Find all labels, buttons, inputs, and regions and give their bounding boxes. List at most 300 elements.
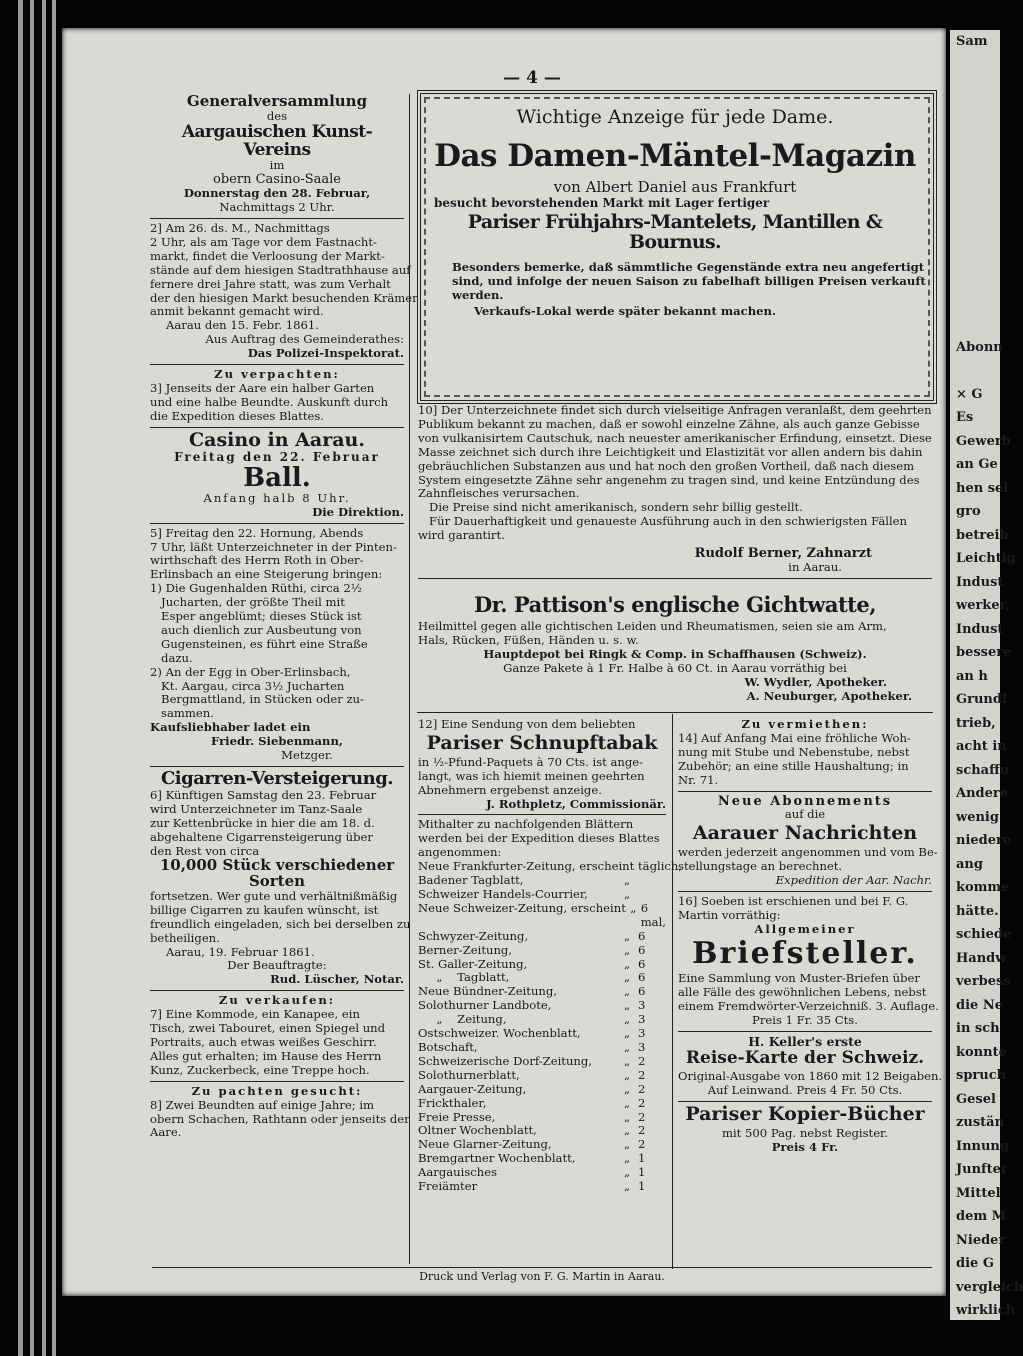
steigerung-text (150, 527, 404, 722)
next-page-fragment: Innung (956, 1138, 1009, 1154)
next-page-fragment: gro (956, 504, 981, 519)
frequency: 1 (638, 1179, 646, 1194)
list-item (418, 1166, 666, 1180)
next-page-fragment: Indust (956, 621, 1004, 637)
newspaper-name: Solothurnerblatt, (418, 1067, 520, 1082)
ditto-mark: „ (623, 1151, 630, 1166)
next-page-fragment: betreib (956, 527, 1009, 543)
text-line: 6] Künftigen Samstag den 23. Februar (150, 787, 377, 802)
imprint: Druck und Verlag von F. G. Martin in Aarau. (419, 1270, 665, 1283)
kunstverein-title: Generalversammlung (186, 92, 368, 110)
text-line: Auf Leinwand. Preis 4 Fr. 50 Cts. (707, 1083, 903, 1098)
page-edge-stripe (42, 0, 46, 1356)
next-page-fragment: die G (956, 1256, 994, 1271)
divider (150, 427, 404, 428)
text-line: Kt. Aargau, circa 3½ Jucharten (150, 678, 345, 693)
briefsteller-text-2 (678, 970, 939, 1014)
frequency: 3 (638, 1012, 646, 1027)
reisekarte-title: Reise-Karte der Schweiz. (685, 1048, 925, 1069)
divider (150, 766, 404, 767)
next-page-fragment: ang (956, 856, 983, 872)
text-line: dazu. (150, 650, 193, 665)
ad-cigarren (150, 768, 411, 987)
divider (417, 712, 933, 713)
next-page-fragment (950, 242, 1000, 266)
frequency: 2 (638, 1123, 646, 1138)
ad-reisekarte (678, 1033, 943, 1099)
newspaper-name: Berner-Zeitung, (418, 942, 513, 957)
left-column (150, 92, 418, 1140)
next-page-fragment: Handw (956, 950, 1007, 966)
text-line: 2 Uhr, als am Tage vor dem Fastnacht- (150, 234, 377, 249)
divider (678, 1031, 932, 1032)
abonnements-sign: Expedition der Aar. Nachr. (775, 872, 932, 887)
frequency: 1 (638, 1151, 646, 1166)
text-line: 10] Der Unterzeichnete findet sich durch vielseitige Anfragen veranlaßt, dem geehrten (418, 403, 932, 417)
ad-pachten (150, 1083, 410, 1141)
next-page-fragment: Grundl (956, 692, 1007, 707)
text-line: wird garantirt. (418, 528, 505, 543)
ditto-mark: „ (623, 956, 630, 971)
ditto-mark: „ (623, 984, 630, 999)
text-line: Besonders bemerke, daß sämmtliche Gegenstände extra neu angefertigt (452, 260, 925, 275)
steigerung-invite: Kaufsliebhaber ladet ein (150, 720, 311, 735)
ad-abonnements (678, 793, 938, 888)
text-line: werden jederzeit angenommen und vom Be- (678, 845, 938, 860)
pattison-text (418, 620, 932, 648)
next-page-fragment: dem M (956, 1209, 1007, 1224)
next-page-fragment (950, 124, 1000, 148)
next-page-fragment: Junfter (956, 1162, 1008, 1177)
text-line: fernere drei Jahre statt, was zum Verhalt (150, 276, 391, 291)
ditto-mark: „ (623, 1067, 630, 1082)
ad-verkaufen (150, 994, 404, 1077)
divider (150, 1081, 404, 1082)
verpachten-heading: Zu verpachten: (214, 367, 340, 382)
ditto-mark: „ (623, 887, 630, 901)
next-page-fragment: acht in (956, 739, 1007, 754)
text-line: zur Kettenbrücke in hier die am 18. d. (150, 815, 375, 830)
text-line: wirthschaft des Herrn Roth in Ober- (150, 553, 364, 568)
newspaper-name: Schwyzer-Zeitung, (418, 928, 529, 943)
list-item (418, 1069, 666, 1083)
kunstverein-date: Donnerstag den 28. Februar, (183, 186, 371, 201)
newspaper-name: St. Galler-Zeitung, (418, 956, 528, 971)
pattison-seller-1: W. Wydler, Apotheker. (744, 674, 887, 689)
next-page-fragment: Abonn (956, 339, 1003, 355)
next-page-fragment: schaffu (956, 762, 1010, 778)
text-line: wird Unterzeichneter im Tanz-Saale (150, 801, 363, 816)
cigarren-sign: Rud. Lüscher, Notar. (270, 972, 404, 987)
text-line: die Expedition dieses Blattes. (150, 408, 324, 423)
column-rule (672, 714, 673, 1269)
damen-kicker: Wichtige Anzeige für jede Dame. (516, 106, 834, 128)
kopier-text (678, 1127, 932, 1141)
briefsteller-title: Briefsteller. (692, 936, 918, 972)
pattison-title: Dr. Pattison's englische Gichtwatte, (473, 592, 877, 617)
ditto-mark: „ (623, 1123, 630, 1138)
divider (418, 814, 666, 815)
casino-date: Freitag den 22. Februar (174, 449, 380, 464)
list-item (418, 1013, 666, 1027)
text-line: Erlinsbach an eine Steigerung bringen: (150, 567, 383, 582)
frequency (638, 888, 666, 902)
ditto-mark: „ (630, 900, 637, 915)
zahnarzt-text (418, 404, 932, 543)
text-line: Für Dauerhaftigkeit und genaueste Ausführung auch in den schwierigsten Fällen (418, 514, 907, 529)
next-page-fragment (950, 359, 1000, 383)
frequency: 3 (638, 1026, 646, 1041)
newspaper-name: Freiämter (418, 1179, 478, 1194)
list-item (418, 985, 666, 999)
list-item (418, 971, 666, 985)
next-page-fragment: an Ge (956, 457, 998, 472)
casino-title: Casino in Aarau. (189, 428, 365, 451)
next-page-fragment: zustän (956, 1115, 1005, 1130)
text-line: fortsetzen. Wer gute und verhältnißmäßig (150, 888, 398, 903)
text-line: Abnehmern ergebenst anzeige. (418, 782, 602, 797)
text-line: werden bei der Expedition dieses Blattes (418, 831, 660, 846)
schnupf-text (418, 756, 666, 798)
ditto-mark: „ (623, 1081, 630, 1096)
divider (150, 990, 404, 991)
next-page-fragment (950, 195, 1000, 219)
kunstverein-im: im (269, 158, 285, 173)
pattison-price: Ganze Pakete à 1 Fr. Halbe à 60 Ct. in Aarau vorräthig bei (503, 660, 847, 675)
text-line: freundlich eingeladen, sich bei derselben zu (150, 916, 411, 931)
text-line: 16] Soeben ist erschienen und bei F. G. (678, 893, 909, 908)
damen-lokal: Verkaufs-Lokal werde später bekannt machen. (474, 304, 776, 319)
text-line: Aare. (150, 1125, 182, 1140)
ad-pattison (418, 594, 932, 703)
next-page-fragment (950, 54, 1000, 78)
schnupf-intro: 12] Eine Sendung von dem beliebten (418, 717, 636, 731)
text-line: Alles gut erhalten; im Hause des Herrn (150, 1048, 382, 1063)
kopier-price: Preis 4 Fr. (771, 1139, 839, 1154)
next-page-fragment: werker, (956, 598, 1011, 613)
next-page-fragment: × G (956, 386, 983, 402)
verkaufen-text (150, 1008, 404, 1078)
vermiethen-text (678, 732, 932, 788)
text-line: sammen. (150, 706, 214, 721)
frequency (638, 874, 666, 888)
list-item (418, 1138, 666, 1152)
newspaper-name: „ Zeitung, (418, 1012, 507, 1027)
text-line: auch dienlich zur Ausbeutung von (150, 622, 362, 637)
text-line: System eingesetzte Zähne sehr angenehm zu tragen sind, und keine Entzündung des (418, 472, 920, 487)
newspaper-page (62, 28, 946, 1296)
next-page-fragment (950, 289, 1000, 313)
steigerung-sign: Friedr. Siebenmann, (211, 734, 343, 749)
next-page-fragment: hätte. (956, 903, 999, 919)
text-line: Esper angeblümt; dieses Stück ist (150, 609, 362, 624)
text-line: 3] Jenseits der Aare ein halber Garten (150, 380, 375, 395)
text-line: gebräuchlichen Substanzen aus und hat noch den großen Vortheil, daß nach diesem (418, 458, 915, 473)
briefsteller-allg: Allgemeiner (754, 921, 856, 936)
text-line: Kunz, Zuckerbeck, eine Treppe hoch. (150, 1062, 370, 1077)
verkaufen-heading: Zu verkaufen: (218, 993, 336, 1008)
cigarren-sorten: Sorten (248, 872, 306, 891)
ad-kunstverein (150, 94, 404, 215)
abonnements-auf: auf die (784, 807, 826, 822)
frequency: 2 (638, 1067, 646, 1082)
damen-from: von Albert Daniel aus Frankfurt (553, 177, 797, 196)
next-page-fragment: die Ne (956, 997, 1003, 1013)
text-line: Mithalter zu nachfolgenden Blättern (418, 817, 634, 832)
kunstverein-name: Aargauischen Kunst-Vereins (181, 121, 373, 160)
ditto-mark: „ (623, 1179, 630, 1194)
text-line: stände auf dem hiesigen Stadtrathhause auf (150, 262, 411, 277)
newspaper-name: Botschaft, (418, 1039, 478, 1054)
ad-kopierbuecher (678, 1105, 932, 1155)
text-line: werden. (452, 288, 504, 303)
cigarren-text-2 (150, 888, 411, 946)
pachten-text (150, 1097, 410, 1141)
list-item (418, 1124, 666, 1138)
zahnarzt-place: in Aarau. (788, 559, 842, 574)
text-line: markt, findet die Verloosung der Markt- (150, 248, 385, 263)
newspaper-name: Frickthaler, (418, 1095, 487, 1110)
text-line: 2) An der Egg in Ober-Erlinsbach, (150, 664, 351, 679)
ditto-mark: „ (623, 1165, 630, 1180)
next-page-fragment: Gewerb (956, 433, 1011, 449)
damen-goods: Pariser Frühjahrs-Mantelets, Mantillen & Bournus. (467, 211, 883, 254)
frequency: 2 (638, 1053, 646, 1068)
newspaper-name: Oltner Wochenblatt, (418, 1123, 537, 1138)
mithalter-text (418, 818, 666, 860)
text-line: Original-Ausgabe von 1860 mit 12 Beigaben. (678, 1069, 943, 1084)
list-item (418, 874, 666, 888)
next-page-fragment: niedere (956, 833, 1012, 848)
next-page-fragment: Gesel (956, 1091, 996, 1107)
list-item (418, 1180, 666, 1194)
damen-title: Das Damen-Mäntel-Magazin (434, 138, 916, 174)
text-line: obern Schachen, Rathtann oder jenseits der (150, 1111, 410, 1126)
next-page-fragment (950, 265, 1000, 289)
text-line: in ½-Pfund-Paquets à 70 Cts. ist ange- (418, 754, 644, 769)
text-line: billige Cigarren zu kaufen wünscht, ist (150, 902, 379, 917)
list-item (418, 1152, 666, 1166)
right-sub-column (678, 717, 943, 1155)
ad-verpachten (150, 368, 404, 424)
newspaper-name: Ostschweizer. Wochenblatt, (418, 1026, 581, 1041)
divider (678, 1101, 932, 1102)
text-line: 5] Freitag den 22. Hornung, Abends (150, 525, 364, 540)
kunstverein-place: obern Casino-Saale (213, 172, 341, 188)
frequency: 6 (638, 984, 646, 999)
ditto-mark: „ (623, 1026, 630, 1041)
verlosung-date: Aarau den 15. Febr. 1861. (166, 318, 319, 333)
newspaper-list (418, 874, 666, 1194)
next-page-fragment: Es (956, 410, 974, 425)
reisekarte-text (678, 1069, 943, 1098)
newspaper-name: Aargauer-Zeitung, (418, 1081, 527, 1096)
ditto-mark: „ (623, 1095, 630, 1110)
next-page-fragment: spruch (956, 1068, 1007, 1083)
next-page-fragment: bessere (956, 645, 1012, 660)
next-page-fragment: vergleich (956, 1279, 1023, 1295)
newspaper-name: Neue Bündner-Zeitung, (418, 984, 558, 999)
text-line: betheiligen. (150, 930, 220, 945)
pattison-depot: Hauptdepot bei Ringk & Comp. in Schaffhausen (Schweiz). (483, 646, 867, 661)
kunstverein-time: Nachmittags 2 Uhr. (219, 200, 335, 215)
list-item (418, 930, 666, 944)
text-line: Gugensteinen, es führt eine Straße (150, 636, 368, 651)
text-line: Martin vorräthig: (678, 907, 781, 922)
next-page-fragment: komme (956, 880, 1010, 895)
ditto-mark: „ (623, 970, 630, 985)
next-page-fragment: wirklich (956, 1303, 1016, 1318)
frequency: 6 (638, 928, 646, 943)
frequency: 6 (638, 956, 646, 971)
frequency: 6 mal, (640, 900, 666, 929)
frequency: 2 (638, 1137, 646, 1152)
next-page-fragment: konnte (956, 1044, 1007, 1060)
page-edge-stripe (18, 0, 23, 1356)
list-item (418, 1041, 666, 1055)
next-page-edge (950, 30, 1023, 1320)
newspaper-name: Bremgartner Wochenblatt, (418, 1151, 576, 1166)
next-page-fragment (950, 312, 1000, 336)
list-item (418, 1083, 666, 1097)
text-line: stellungstage an berechnet. (678, 858, 843, 873)
next-page-fragment: Mittel (956, 1185, 1001, 1201)
frequency: 2 (638, 1109, 646, 1124)
divider (150, 523, 404, 524)
cigarren-big: 10,000 Stück verschiedener (159, 856, 395, 875)
text-line: Die Preise sind nicht amerikanisch, sondern sehr billig gestellt. (418, 500, 803, 515)
text-line: abgehaltene Cigarrensteigerung über (150, 829, 373, 844)
next-page-fragment: hen sel (956, 480, 1009, 496)
newspaper-name: Badener Tagblatt, (418, 873, 524, 888)
text-line: Masse zeichnet sich durch ihre Leichtigkeit und Elastizität vor allen andern bis dahin (418, 444, 923, 459)
text-line: Zubehör; an eine stille Haushaltung; in (678, 758, 909, 773)
text-line: der den hiesigen Markt besuchenden Krämer (150, 290, 418, 305)
text-line: sind, und infolge der neuen Saison zu fabelhaft billigen Preisen verkauft (452, 274, 926, 289)
verlosung-sign: Das Polizei-Inspektorat. (247, 346, 404, 361)
text-line: einem Fremdwörter-Verzeichniß. 3. Auflage. (678, 998, 939, 1013)
list-item (418, 944, 666, 958)
abonnements-text (678, 845, 938, 874)
text-line: Publikum bekannt zu machen, daß er sowohl einzelne Zähne, als auch ganze Gebisse (418, 416, 920, 431)
divider (150, 364, 404, 365)
ad-vermiethen (678, 718, 932, 788)
next-page-fragment: wenig (956, 809, 999, 825)
pattison-seller-2: A. Neuburger, Apotheker. (746, 688, 912, 703)
text-line: Zahnfleisches verursachen. (418, 486, 580, 501)
kunstverein-des: des (266, 108, 288, 123)
text-line: langt, was ich hiemit meinen geehrten (418, 768, 645, 783)
ditto-mark: „ (623, 1039, 630, 1054)
briefsteller-price: Preis 1 Fr. 35 Cts. (752, 1012, 858, 1027)
frequency: 3 (638, 1039, 646, 1054)
next-page-fragment (950, 218, 1000, 242)
divider (418, 578, 932, 579)
text-line: 7] Eine Kommode, ein Kanapee, ein (150, 1007, 360, 1022)
text-line: 8] Zwei Beundten auf einige Jahre; im (150, 1097, 375, 1112)
middle-column (418, 717, 683, 1194)
reisekarte-who: H. Keller's erste (748, 1033, 862, 1049)
frequency: 6 (638, 970, 646, 985)
text-line: 14] Auf Anfang Mai eine fröhliche Woh- (678, 730, 911, 745)
ad-verlosung (150, 220, 418, 361)
casino-ball: Ball. (243, 462, 311, 493)
vermiethen-heading: Zu vermiethen: (741, 717, 869, 731)
zahnarzt-sign: Rudolf Berner, Zahnarzt (694, 546, 872, 562)
damen-text (434, 260, 926, 303)
text-line: Nr. 71. (678, 772, 719, 787)
next-page-fragment: schiede (956, 927, 1012, 942)
next-page-fragment: trieb, (956, 715, 996, 731)
list-item (418, 1055, 666, 1069)
page-edge-stripe (52, 0, 56, 1356)
text-line: nung mit Stube und Nebenstube, nebst (678, 744, 910, 759)
steigerung-role: Metzger. (281, 748, 333, 763)
ditto-mark: „ (623, 942, 630, 957)
ad-casino (150, 428, 404, 520)
briefsteller-text (678, 895, 932, 923)
verpachten-text (150, 382, 404, 424)
text-line: 1) Die Gugenhalden Rüthi, circa 2½ (150, 581, 362, 596)
newspaper-name: Solothurner Landbote, (418, 998, 552, 1013)
newspaper-name: Schweizer Handels-Courrier, (418, 887, 588, 901)
text-line: 7 Uhr, läßt Unterzeichneter in der Pinten- (150, 539, 397, 554)
schnupf-title: Pariser Schnupftabak (426, 731, 658, 754)
frequency: 6 (638, 942, 646, 957)
text-line: alle Fälle des gewöhnlichen Lebens, nebst (678, 984, 927, 999)
next-page-fragment: Indust (956, 574, 1004, 590)
newspaper-name: Neue Glarner-Zeitung, (418, 1137, 552, 1152)
ditto-mark: „ (623, 873, 630, 888)
text-line: Bergmattland, in Stücken oder zu- (150, 692, 364, 707)
ad-schnupftabak (418, 718, 666, 811)
text-line: Hals, Rücken, Füßen, Händen u. s. w. (418, 632, 639, 647)
next-page-fragment: Leichtig (956, 551, 1016, 566)
schnupf-sign: J. Rothpletz, Commissionär. (486, 796, 666, 811)
text-line: den Rest von circa (150, 843, 260, 858)
frequency: 2 (638, 1095, 646, 1110)
ditto-mark: „ (623, 1053, 630, 1068)
next-page-fragment: Nieder (956, 1232, 1006, 1248)
page-number: — 4 — (503, 68, 561, 88)
text-line: mit 500 Pag. nebst Register. (721, 1126, 889, 1141)
abonnements-title: Neue Abonnements (717, 793, 893, 809)
next-page-fragment: Sam (956, 34, 988, 49)
text-line: Tisch, zwei Tabouret, einen Spiegel und (150, 1021, 386, 1036)
cigarren-date: Aarau, 19. Februar 1861. (166, 944, 315, 959)
ad-steigerung (150, 527, 404, 763)
ad-zahnarzt (418, 404, 932, 582)
newspaper-name: Aargauisches (418, 1165, 498, 1180)
text-line: Heilmittel gegen alle gichtischen Leiden und Rheumatismen, seien sie am Arm, (418, 619, 887, 634)
ditto-mark: „ (623, 1137, 630, 1152)
page-edge-stripe (30, 0, 34, 1356)
frequency: 3 (638, 998, 646, 1013)
divider (150, 218, 404, 219)
next-page-fragment (950, 148, 1000, 172)
ditto-mark: „ (623, 1012, 630, 1027)
cigarren-title: Cigarren-Versteigerung. (160, 768, 394, 790)
list-item (418, 1097, 666, 1111)
cigarren-text (150, 789, 404, 859)
list-item (418, 1027, 666, 1041)
newspaper-name: „ Tagblatt, (418, 970, 510, 985)
list-item (418, 958, 666, 972)
mithalter-first: Neue Frankfurter-Zeitung, erscheint täglich, (418, 859, 683, 874)
next-page-fragment: in sch (956, 1021, 1000, 1036)
newspaper-name: Freie Presse, (418, 1109, 496, 1124)
newspaper-name: Schweizerische Dorf-Zeitung, (418, 1053, 593, 1068)
